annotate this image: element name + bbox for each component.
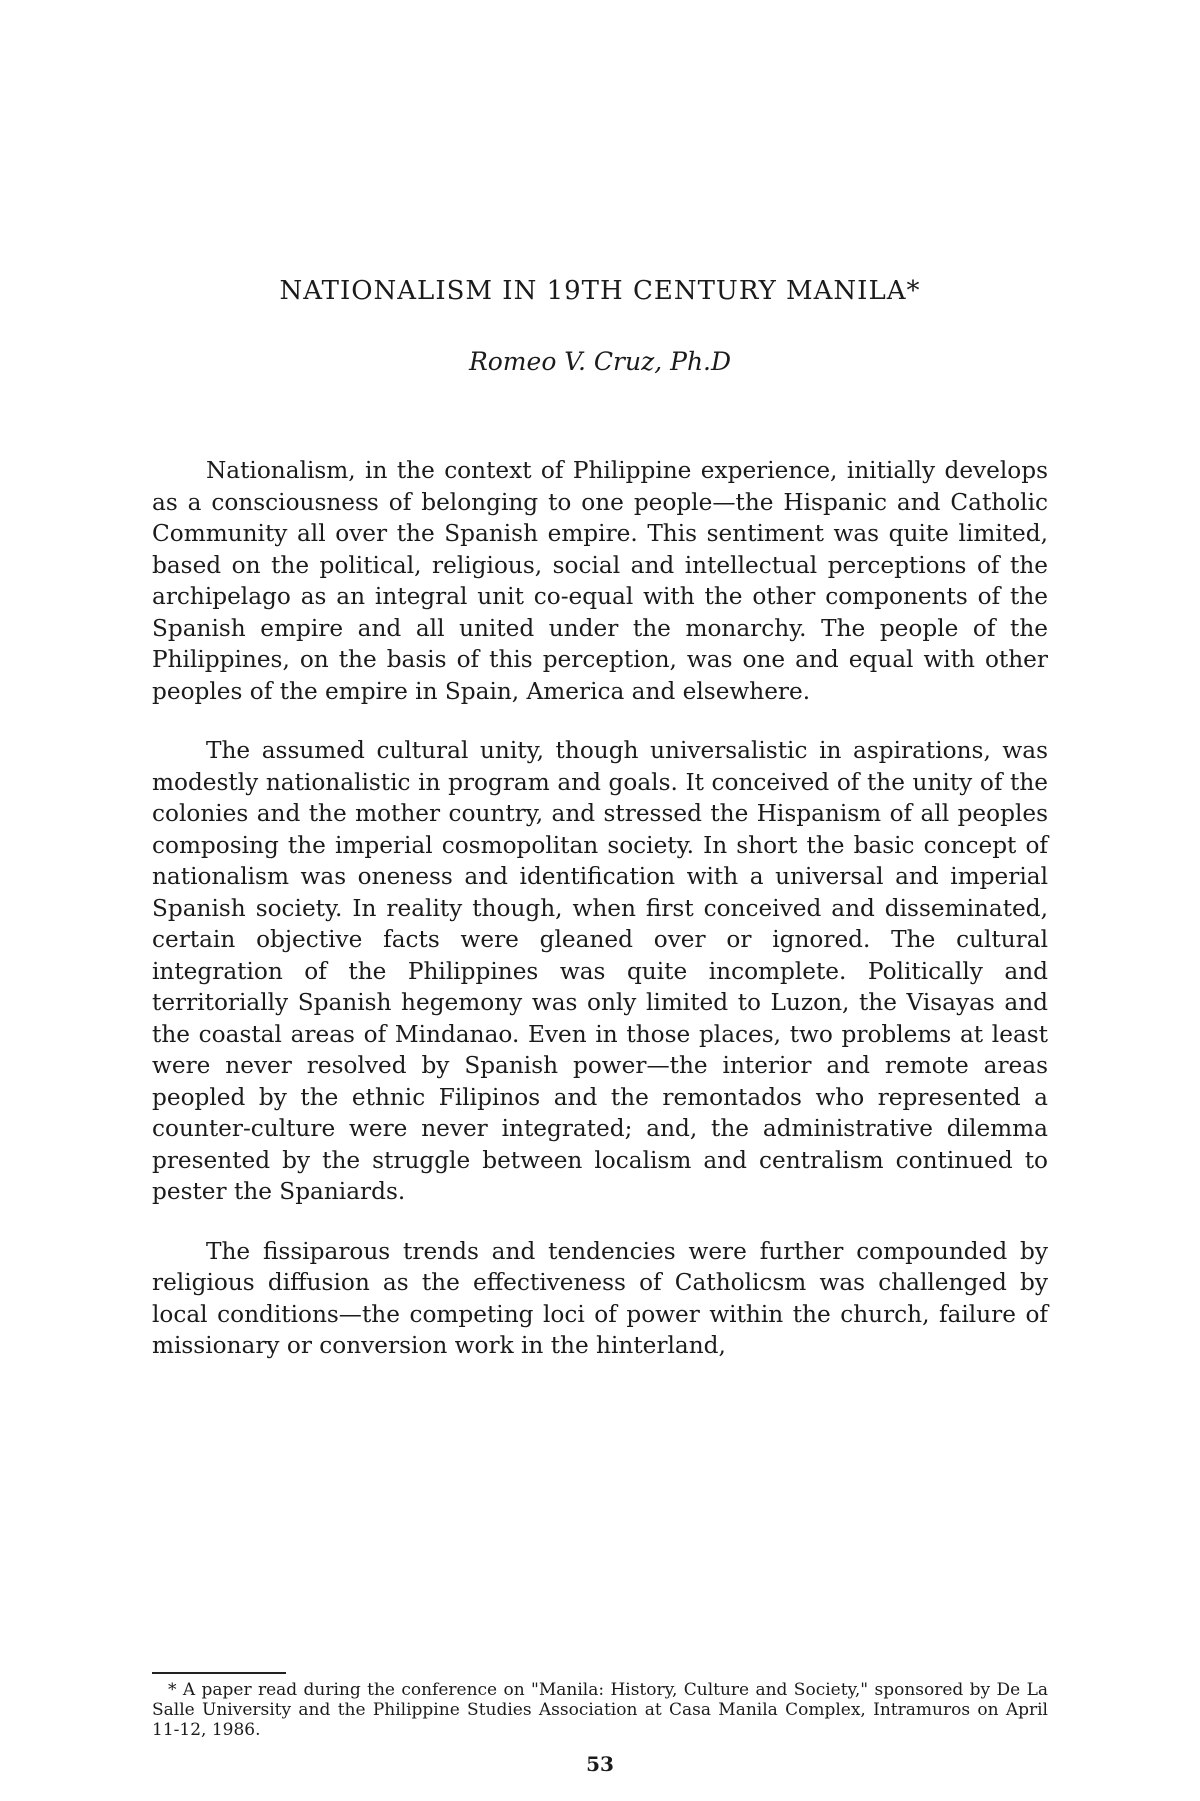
body-paragraph-1: Nationalism, in the context of Philippine experience, initially develops as a consciousness of belonging to one people—the Hispanic and Catholic Community all over the Spanish empire. This sentiment was quite limited, based on the political, religious, social and intellectual perceptions of the archipelago as an integral unit co-equal with the other components of the Spanish empire and all united under the monarchy. The people of the Philippines, on the basis of this perception, was one and equal with other peoples of the empire in Spain, America and elsewhere.: [152, 457, 1048, 705]
footnote-divider: [152, 1672, 286, 1674]
body-paragraph-3: The fissiparous trends and tendencies were further compounded by religious diffusion as the effectiveness of Catholicsm was challenged by local conditions—the competing loci of power within the church, failure of missionary or conversion work in the hinterland,: [152, 1237, 1048, 1359]
page-number: 53: [586, 1752, 614, 1776]
article-author: Romeo V. Cruz, Ph.D: [468, 347, 732, 376]
footnote: * A paper read during the conference on "Manila: History, Culture and Society," sponsored by De La Salle University and the Philippine Studies Association at Casa Manila Complex, Intramuros on April 11-12, 1986.: [152, 1680, 1048, 1740]
article-body: [152, 455, 1048, 1390]
body-paragraph-2: The assumed cultural unity, though universalistic in aspirations, was modestly nationalistic in program and goals. It conceived of the unity of the colonies and the mother country, and stressed the Hispanism of all peoples composing the imperial cosmopolitan society. In short the basic concept of nationalism was oneness and identification with a universal and imperial Spanish society. In reality though, when first conceived and disseminated, certain objective facts were gleaned over or ignored. The cultural integration of the Philippines was quite incomplete. Politically and territorially Spanish hegemony was only limited to Luzon, the Visayas and the coastal areas of Mindanao. Even in those places, two problems at least were never resolved by Spanish power—the interior and remote areas peopled by the ethnic Filipinos and the remontados who represented a counter-culture were never integrated; and, the administrative dilemma presented by the struggle between localism and centralism continued to pester the Spaniards.: [152, 737, 1048, 1205]
article-title: NATIONALISM IN 19TH CENTURY MANILA*: [279, 276, 921, 306]
